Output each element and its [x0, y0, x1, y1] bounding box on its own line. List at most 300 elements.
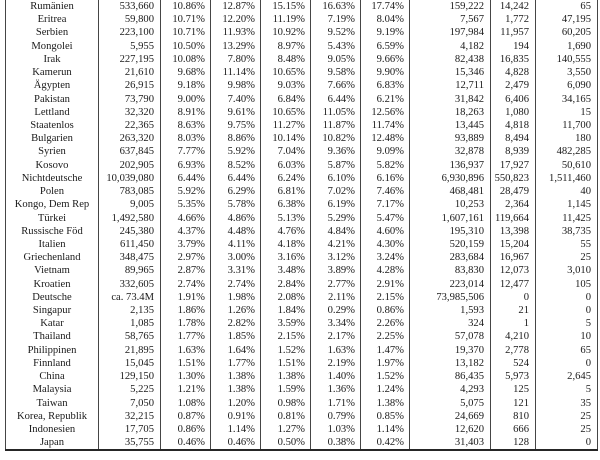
- percent-cell-5: 2.15%: [361, 291, 410, 304]
- count-cell-3: 38,735: [536, 225, 598, 238]
- count-cell-1: 12,620: [410, 423, 491, 436]
- table-row: [6, 93, 598, 106]
- total-count-cell: 32,320: [99, 106, 161, 119]
- count-cell-1: 283,684: [410, 251, 491, 264]
- count-cell-1: 31,403: [410, 436, 491, 450]
- total-count-cell: 1,085: [99, 317, 161, 330]
- count-cell-3: 25: [536, 410, 598, 423]
- percent-cell-2: 2.82%: [211, 317, 261, 330]
- percent-cell-4: 7.02%: [311, 185, 361, 198]
- country-name-cell: Vietnam: [6, 264, 99, 277]
- percent-cell-5: 7.46%: [361, 185, 410, 198]
- percent-cell-2: 5.78%: [211, 198, 261, 211]
- percent-cell-4: 4.84%: [311, 225, 361, 238]
- percent-cell-3: 11.27%: [261, 119, 311, 132]
- table-row: [6, 119, 598, 132]
- count-cell-3: 2,645: [536, 370, 598, 383]
- total-count-cell: 22,365: [99, 119, 161, 132]
- count-cell-2: 2,479: [491, 79, 536, 92]
- percent-cell-5: 9.19%: [361, 26, 410, 39]
- percent-cell-4: 9.58%: [311, 66, 361, 79]
- country-name-cell: Polen: [6, 185, 99, 198]
- percent-cell-2: 11.14%: [211, 66, 261, 79]
- percent-cell-3: 8.48%: [261, 53, 311, 66]
- percent-cell-1: 2.97%: [161, 251, 211, 264]
- count-cell-2: 11,957: [491, 26, 536, 39]
- percent-cell-5: 11.74%: [361, 119, 410, 132]
- total-count-cell: 227,195: [99, 53, 161, 66]
- count-cell-1: 159,222: [410, 0, 491, 13]
- count-cell-2: 524: [491, 357, 536, 370]
- count-cell-3: 0: [536, 436, 598, 450]
- percent-cell-1: 3.79%: [161, 238, 211, 251]
- count-cell-2: 21: [491, 304, 536, 317]
- country-name-cell: Kosovo: [6, 159, 99, 172]
- percent-cell-5: 2.26%: [361, 317, 410, 330]
- percent-cell-1: 1.63%: [161, 344, 211, 357]
- percent-cell-1: 10.86%: [161, 0, 211, 13]
- percent-cell-5: 0.86%: [361, 304, 410, 317]
- percent-cell-2: 5.92%: [211, 145, 261, 158]
- percent-cell-2: 1.38%: [211, 370, 261, 383]
- table-row: [6, 198, 598, 211]
- percent-cell-2: 3.31%: [211, 264, 261, 277]
- table-row: [6, 159, 598, 172]
- country-name-cell: Irak: [6, 53, 99, 66]
- percent-cell-3: 9.03%: [261, 79, 311, 92]
- percent-cell-1: 6.44%: [161, 172, 211, 185]
- percent-cell-5: 9.90%: [361, 66, 410, 79]
- total-count-cell: ca. 73.4M: [99, 291, 161, 304]
- count-cell-3: 65: [536, 344, 598, 357]
- total-count-cell: 637,845: [99, 145, 161, 158]
- count-cell-1: 13,445: [410, 119, 491, 132]
- percent-cell-3: 1.52%: [261, 344, 311, 357]
- table-row: [6, 317, 598, 330]
- country-name-cell: Philippinen: [6, 344, 99, 357]
- percent-cell-3: 3.59%: [261, 317, 311, 330]
- count-cell-2: 121: [491, 397, 536, 410]
- total-count-cell: 15,045: [99, 357, 161, 370]
- percent-cell-1: 4.37%: [161, 225, 211, 238]
- percent-cell-5: 6.21%: [361, 93, 410, 106]
- table-row: [6, 212, 598, 225]
- percent-cell-1: 9.68%: [161, 66, 211, 79]
- percent-cell-5: 12.56%: [361, 106, 410, 119]
- table-row: [6, 370, 598, 383]
- percent-cell-2: 1.20%: [211, 397, 261, 410]
- count-cell-3: 11,700: [536, 119, 598, 132]
- percent-cell-2: 1.38%: [211, 383, 261, 396]
- percent-cell-2: 8.86%: [211, 132, 261, 145]
- count-cell-2: 8,939: [491, 145, 536, 158]
- percent-cell-4: 11.05%: [311, 106, 361, 119]
- percent-cell-3: 10.65%: [261, 106, 311, 119]
- count-cell-1: 57,078: [410, 330, 491, 343]
- total-count-cell: 9,005: [99, 198, 161, 211]
- count-cell-2: 4,210: [491, 330, 536, 343]
- percent-cell-5: 12.48%: [361, 132, 410, 145]
- count-cell-1: 12,711: [410, 79, 491, 92]
- total-count-cell: 32,215: [99, 410, 161, 423]
- percent-cell-5: 2.25%: [361, 330, 410, 343]
- table-row: [6, 106, 598, 119]
- count-cell-1: 468,481: [410, 185, 491, 198]
- percent-cell-5: 1.52%: [361, 370, 410, 383]
- total-count-cell: 73,790: [99, 93, 161, 106]
- table-row: [6, 53, 598, 66]
- count-cell-3: 50,610: [536, 159, 598, 172]
- country-name-cell: Kongo, Dem Rep: [6, 198, 99, 211]
- count-cell-1: 13,182: [410, 357, 491, 370]
- percent-cell-3: 3.48%: [261, 264, 311, 277]
- count-cell-3: 1,690: [536, 40, 598, 53]
- count-cell-2: 17,927: [491, 159, 536, 172]
- percent-cell-5: 8.04%: [361, 13, 410, 26]
- total-count-cell: 263,320: [99, 132, 161, 145]
- count-cell-2: 1,772: [491, 13, 536, 26]
- percent-cell-1: 6.93%: [161, 159, 211, 172]
- percent-cell-4: 9.36%: [311, 145, 361, 158]
- count-cell-3: 25: [536, 423, 598, 436]
- percent-cell-4: 1.03%: [311, 423, 361, 436]
- percent-cell-1: 1.86%: [161, 304, 211, 317]
- percent-cell-2: 6.44%: [211, 172, 261, 185]
- percent-cell-4: 10.82%: [311, 132, 361, 145]
- percent-cell-1: 7.77%: [161, 145, 211, 158]
- percent-cell-5: 0.85%: [361, 410, 410, 423]
- percent-cell-3: 11.19%: [261, 13, 311, 26]
- percent-cell-5: 1.97%: [361, 357, 410, 370]
- count-cell-1: 73,985,506: [410, 291, 491, 304]
- percent-cell-1: 1.30%: [161, 370, 211, 383]
- count-cell-3: 11,425: [536, 212, 598, 225]
- count-cell-3: 0: [536, 357, 598, 370]
- percent-cell-5: 1.38%: [361, 397, 410, 410]
- count-cell-2: 125: [491, 383, 536, 396]
- percent-cell-4: 4.21%: [311, 238, 361, 251]
- percent-cell-4: 5.87%: [311, 159, 361, 172]
- count-cell-2: 4,818: [491, 119, 536, 132]
- percent-cell-5: 6.59%: [361, 40, 410, 53]
- table-row: [6, 344, 598, 357]
- table-row: [6, 304, 598, 317]
- count-cell-1: 4,293: [410, 383, 491, 396]
- percent-cell-1: 1.77%: [161, 330, 211, 343]
- country-name-cell: Syrien: [6, 145, 99, 158]
- country-name-cell: Pakistan: [6, 93, 99, 106]
- count-cell-3: 1,511,460: [536, 172, 598, 185]
- count-cell-1: 324: [410, 317, 491, 330]
- percent-cell-3: 1.51%: [261, 357, 311, 370]
- table-row: [6, 251, 598, 264]
- percent-cell-3: 4.18%: [261, 238, 311, 251]
- count-cell-1: 520,159: [410, 238, 491, 251]
- table-body: [6, 0, 598, 450]
- percent-cell-1: 8.91%: [161, 106, 211, 119]
- percent-cell-3: 3.16%: [261, 251, 311, 264]
- table-row: [6, 145, 598, 158]
- table-row: [6, 264, 598, 277]
- country-name-cell: Kamerun: [6, 66, 99, 79]
- percent-cell-1: 4.66%: [161, 212, 211, 225]
- percent-cell-2: 9.61%: [211, 106, 261, 119]
- country-name-cell: Eritrea: [6, 13, 99, 26]
- percent-cell-4: 11.87%: [311, 119, 361, 132]
- percent-cell-4: 2.19%: [311, 357, 361, 370]
- percent-cell-2: 6.29%: [211, 185, 261, 198]
- percent-cell-4: 0.38%: [311, 436, 361, 450]
- count-cell-2: 15,204: [491, 238, 536, 251]
- table-row: [6, 225, 598, 238]
- percent-cell-2: 1.64%: [211, 344, 261, 357]
- count-cell-1: 195,310: [410, 225, 491, 238]
- count-cell-3: 0: [536, 304, 598, 317]
- count-cell-1: 10,253: [410, 198, 491, 211]
- count-cell-3: 6,090: [536, 79, 598, 92]
- count-cell-2: 4,828: [491, 66, 536, 79]
- percent-cell-5: 1.14%: [361, 423, 410, 436]
- total-count-cell: 129,150: [99, 370, 161, 383]
- total-count-cell: 26,915: [99, 79, 161, 92]
- percent-cell-3: 5.13%: [261, 212, 311, 225]
- percent-cell-4: 9.05%: [311, 53, 361, 66]
- total-count-cell: 7,050: [99, 397, 161, 410]
- percent-cell-1: 10.71%: [161, 13, 211, 26]
- percent-cell-4: 6.10%: [311, 172, 361, 185]
- total-count-cell: 533,660: [99, 0, 161, 13]
- percent-cell-3: 1.84%: [261, 304, 311, 317]
- percent-cell-1: 10.08%: [161, 53, 211, 66]
- percent-cell-4: 3.89%: [311, 264, 361, 277]
- percent-cell-3: 10.65%: [261, 66, 311, 79]
- count-cell-2: 666: [491, 423, 536, 436]
- percent-cell-3: 6.84%: [261, 93, 311, 106]
- percent-cell-2: 1.98%: [211, 291, 261, 304]
- percent-cell-1: 1.08%: [161, 397, 211, 410]
- total-count-cell: 10,039,080: [99, 172, 161, 185]
- total-count-cell: 245,380: [99, 225, 161, 238]
- percent-cell-4: 6.44%: [311, 93, 361, 106]
- count-cell-1: 136,937: [410, 159, 491, 172]
- percent-cell-3: 8.97%: [261, 40, 311, 53]
- percent-cell-1: 1.51%: [161, 357, 211, 370]
- table-row: [6, 0, 598, 13]
- percent-cell-3: 6.24%: [261, 172, 311, 185]
- percent-cell-5: 9.66%: [361, 53, 410, 66]
- percent-cell-2: 0.91%: [211, 410, 261, 423]
- country-name-cell: Japan: [6, 436, 99, 450]
- country-name-cell: Nichtdeutsche: [6, 172, 99, 185]
- percent-cell-2: 1.85%: [211, 330, 261, 343]
- count-cell-1: 197,984: [410, 26, 491, 39]
- count-cell-1: 15,346: [410, 66, 491, 79]
- count-cell-2: 810: [491, 410, 536, 423]
- count-cell-3: 140,555: [536, 53, 598, 66]
- count-cell-2: 1: [491, 317, 536, 330]
- count-cell-1: 31,842: [410, 93, 491, 106]
- country-name-cell: Mongolei: [6, 40, 99, 53]
- table-row: [6, 132, 598, 145]
- table-row: [6, 278, 598, 291]
- table-row: [6, 436, 598, 450]
- percent-cell-2: 4.48%: [211, 225, 261, 238]
- percent-cell-2: 1.77%: [211, 357, 261, 370]
- total-count-cell: 202,905: [99, 159, 161, 172]
- total-count-cell: 58,765: [99, 330, 161, 343]
- percent-cell-5: 4.28%: [361, 264, 410, 277]
- percent-cell-4: 16.63%: [311, 0, 361, 13]
- percent-cell-2: 11.93%: [211, 26, 261, 39]
- count-cell-3: 10: [536, 330, 598, 343]
- count-cell-1: 24,669: [410, 410, 491, 423]
- percent-cell-2: 7.80%: [211, 53, 261, 66]
- total-count-cell: 21,895: [99, 344, 161, 357]
- count-cell-3: 60,205: [536, 26, 598, 39]
- count-cell-2: 0: [491, 291, 536, 304]
- percent-cell-4: 7.66%: [311, 79, 361, 92]
- percent-cell-4: 0.79%: [311, 410, 361, 423]
- percent-cell-5: 4.30%: [361, 238, 410, 251]
- percent-cell-3: 15.15%: [261, 0, 311, 13]
- percent-cell-5: 0.42%: [361, 436, 410, 450]
- country-name-cell: Griechenland: [6, 251, 99, 264]
- table-row: [6, 66, 598, 79]
- percent-cell-1: 8.63%: [161, 119, 211, 132]
- table-row: [6, 13, 598, 26]
- percent-cell-5: 5.47%: [361, 212, 410, 225]
- count-cell-3: 3,550: [536, 66, 598, 79]
- count-cell-3: 180: [536, 132, 598, 145]
- count-cell-1: 82,438: [410, 53, 491, 66]
- count-cell-2: 12,073: [491, 264, 536, 277]
- count-cell-1: 18,263: [410, 106, 491, 119]
- country-name-cell: Rumänien: [6, 0, 99, 13]
- table-row: [6, 410, 598, 423]
- table-row: [6, 423, 598, 436]
- percent-cell-3: 2.08%: [261, 291, 311, 304]
- percent-cell-2: 7.40%: [211, 93, 261, 106]
- country-name-cell: Italien: [6, 238, 99, 251]
- count-cell-1: 86,435: [410, 370, 491, 383]
- country-name-cell: Türkei: [6, 212, 99, 225]
- percent-cell-3: 2.84%: [261, 278, 311, 291]
- percent-cell-2: 0.46%: [211, 436, 261, 450]
- count-cell-3: 3,010: [536, 264, 598, 277]
- percent-cell-1: 5.35%: [161, 198, 211, 211]
- percent-cell-2: 3.00%: [211, 251, 261, 264]
- percent-cell-4: 3.12%: [311, 251, 361, 264]
- country-name-cell: Bulgarien: [6, 132, 99, 145]
- table-row: [6, 397, 598, 410]
- count-cell-3: 65: [536, 0, 598, 13]
- percent-cell-1: 1.78%: [161, 317, 211, 330]
- total-count-cell: 21,610: [99, 66, 161, 79]
- country-name-cell: China: [6, 370, 99, 383]
- total-count-cell: 5,225: [99, 383, 161, 396]
- percent-cell-5: 1.47%: [361, 344, 410, 357]
- count-cell-1: 19,370: [410, 344, 491, 357]
- percent-cell-5: 3.24%: [361, 251, 410, 264]
- count-cell-1: 32,878: [410, 145, 491, 158]
- percent-cell-1: 5.92%: [161, 185, 211, 198]
- percent-cell-1: 1.21%: [161, 383, 211, 396]
- percent-cell-4: 6.19%: [311, 198, 361, 211]
- total-count-cell: 611,450: [99, 238, 161, 251]
- total-count-cell: 89,965: [99, 264, 161, 277]
- table-row: [6, 40, 598, 53]
- count-cell-2: 12,477: [491, 278, 536, 291]
- country-name-cell: Singapur: [6, 304, 99, 317]
- table-row: [6, 185, 598, 198]
- total-count-cell: 783,085: [99, 185, 161, 198]
- count-cell-2: 8,494: [491, 132, 536, 145]
- percent-cell-4: 2.11%: [311, 291, 361, 304]
- percent-cell-5: 9.09%: [361, 145, 410, 158]
- table-row: [6, 238, 598, 251]
- count-cell-1: 1,607,161: [410, 212, 491, 225]
- percent-cell-3: 10.92%: [261, 26, 311, 39]
- count-cell-1: 7,567: [410, 13, 491, 26]
- table-row: [6, 79, 598, 92]
- percent-cell-4: 1.63%: [311, 344, 361, 357]
- count-cell-3: 35: [536, 397, 598, 410]
- percent-cell-1: 0.46%: [161, 436, 211, 450]
- percent-cell-2: 4.11%: [211, 238, 261, 251]
- percent-cell-1: 8.03%: [161, 132, 211, 145]
- country-statistics-table: [5, 0, 598, 451]
- percent-cell-2: 1.26%: [211, 304, 261, 317]
- total-count-cell: 59,800: [99, 13, 161, 26]
- percent-cell-1: 0.87%: [161, 410, 211, 423]
- total-count-cell: 5,955: [99, 40, 161, 53]
- country-name-cell: Staatenlos: [6, 119, 99, 132]
- percent-cell-4: 1.71%: [311, 397, 361, 410]
- country-name-cell: Lettland: [6, 106, 99, 119]
- percent-cell-4: 0.29%: [311, 304, 361, 317]
- percent-cell-5: 17.74%: [361, 0, 410, 13]
- percent-cell-4: 2.77%: [311, 278, 361, 291]
- percent-cell-4: 5.43%: [311, 40, 361, 53]
- country-name-cell: Indonesien: [6, 423, 99, 436]
- percent-cell-3: 0.81%: [261, 410, 311, 423]
- count-cell-3: 1,145: [536, 198, 598, 211]
- percent-cell-3: 0.98%: [261, 397, 311, 410]
- count-cell-3: 47,195: [536, 13, 598, 26]
- percent-cell-3: 2.15%: [261, 330, 311, 343]
- percent-cell-3: 7.04%: [261, 145, 311, 158]
- count-cell-3: 40: [536, 185, 598, 198]
- percent-cell-4: 5.29%: [311, 212, 361, 225]
- count-cell-2: 119,664: [491, 212, 536, 225]
- country-name-cell: Taiwan: [6, 397, 99, 410]
- count-cell-2: 5,973: [491, 370, 536, 383]
- percent-cell-1: 2.74%: [161, 278, 211, 291]
- percent-cell-1: 10.50%: [161, 40, 211, 53]
- total-count-cell: 2,135: [99, 304, 161, 317]
- country-name-cell: Malaysia: [6, 383, 99, 396]
- count-cell-2: 14,242: [491, 0, 536, 13]
- count-cell-1: 93,889: [410, 132, 491, 145]
- percent-cell-2: 1.14%: [211, 423, 261, 436]
- percent-cell-5: 4.60%: [361, 225, 410, 238]
- table-row: [6, 383, 598, 396]
- percent-cell-2: 2.74%: [211, 278, 261, 291]
- count-cell-3: 25: [536, 251, 598, 264]
- count-cell-2: 28,479: [491, 185, 536, 198]
- percent-cell-5: 5.82%: [361, 159, 410, 172]
- percent-cell-1: 9.18%: [161, 79, 211, 92]
